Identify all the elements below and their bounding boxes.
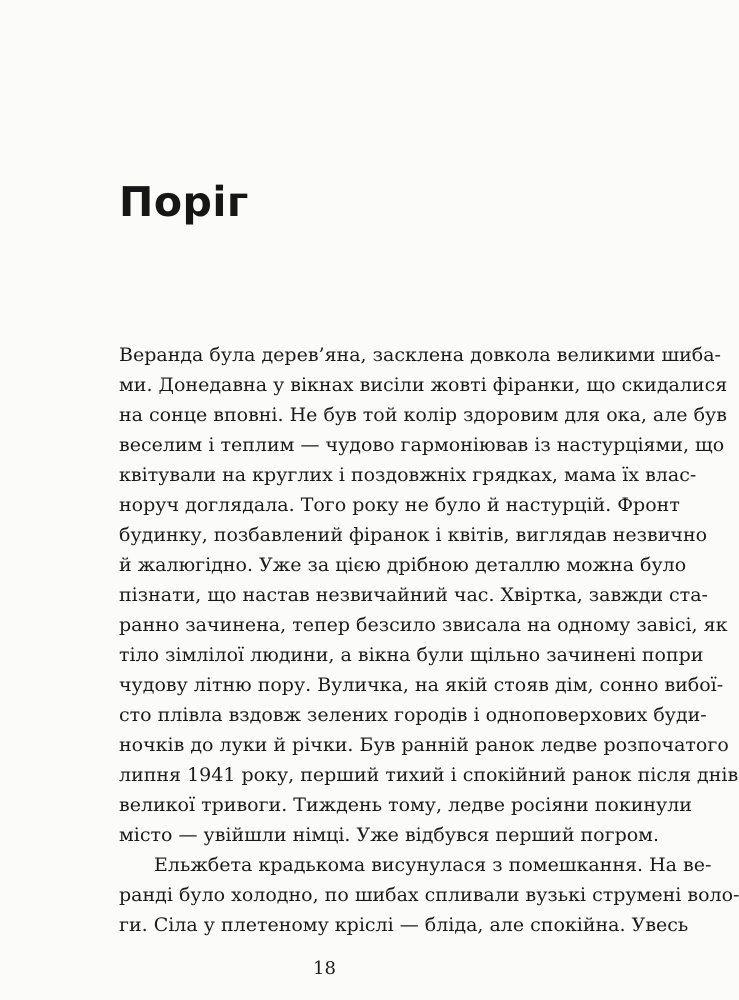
text-line: місто — увійшли німці. Уже відбувся перший погром. — [119, 824, 659, 846]
text-line: пізнати, що настав незвичайний час. Хвіртка, завжди ста- — [119, 584, 708, 606]
text-line: сто плівла вздовж зелених городів і одноповерхових буди- — [119, 704, 707, 726]
text-line: тіло зімлілої людини, а вікна були щільно зачинені попри — [119, 644, 704, 666]
text-line: квітували на круглих і поздовжніх грядках, мама їх влас- — [119, 464, 697, 486]
text-line: чудову літню пору. Вуличка, на якій стояв дім, сонно вибої- — [119, 674, 724, 696]
chapter-title: Поріг — [119, 178, 249, 226]
text-line: веселим і теплим — чудово гармоніював із настурціями, що — [119, 434, 725, 456]
text-line: Веранда була дерев’яна, засклена довкола великими шиба- — [119, 344, 721, 366]
text-line: норуч доглядала. Того року не було й настурцій. Фронт — [119, 494, 680, 516]
text-line: ночків до луки й річки. Був ранній ранок ледве розпочатого — [119, 734, 729, 756]
page-number: 18 — [313, 958, 336, 979]
text-line: Ельжбета крадькома висунулася з помешкання. На ве- — [154, 854, 712, 876]
text-line: ми. Донедавна у вікнах висіли жовті фіранки, що скидалися — [119, 374, 728, 396]
text-line: липня 1941 року, перший тихий і спокійний ранок після днів — [119, 764, 739, 786]
text-line: й жалюгідно. Уже за цією дрібною деталлю можна було — [119, 554, 687, 576]
text-line: великої тривоги. Тиждень тому, ледве росіяни покинули — [119, 794, 692, 816]
text-line: на сонце вповні. Не був той колір здоровим для ока, але був — [119, 404, 727, 426]
text-line: будинку, позбавлений фіранок і квітів, виглядав незвично — [119, 524, 708, 546]
text-line: ранно зачинена, тепер безсило звисала на одному завісі, як — [119, 614, 728, 636]
text-line: ранді було холодно, по шибах спливали вузькі струмені воло- — [119, 884, 739, 906]
text-line: ги. Сіла у плетеному кріслі — бліда, але спокійна. Увесь — [119, 914, 689, 936]
